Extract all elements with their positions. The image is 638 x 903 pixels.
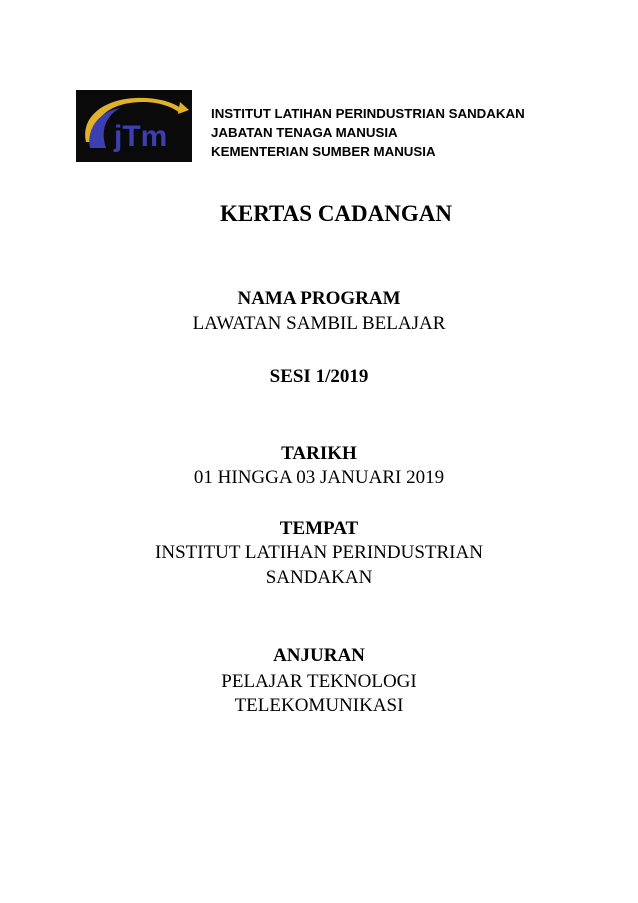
- logo-text: jTm: [114, 120, 168, 153]
- date-value: 01 HINGGA 03 JANUARI 2019: [193, 467, 445, 488]
- program-label: NAMA PROGRAM: [237, 288, 401, 309]
- date-label: TARIKH: [281, 443, 357, 464]
- ministry-name: KEMENTERIAN SUMBER MANUSIA: [211, 144, 436, 159]
- venue-label: TEMPAT: [279, 518, 359, 539]
- institution-header: [211, 104, 525, 161]
- venue-value-line-1: INSTITUT LATIHAN PERINDUSTRIAN: [155, 542, 483, 563]
- jtm-logo: [76, 90, 192, 162]
- program-value: LAWATAN SAMBIL BELAJAR: [192, 313, 446, 334]
- department-name: JABATAN TENAGA MANUSIA: [211, 125, 398, 140]
- institute-name: INSTITUT LATIHAN PERINDUSTRIAN SANDAKAN: [211, 106, 525, 121]
- organizer-value-line-1: PELAJAR TEKNOLOGI: [221, 671, 417, 692]
- organizer-value-line-2: TELEKOMUNIKASI: [234, 695, 404, 716]
- session-label: SESI 1/2019: [269, 366, 369, 387]
- jtm-logo-graphic: [76, 90, 192, 162]
- document-title: KERTAS CADANGAN: [220, 201, 452, 226]
- venue-value-line-2: SANDAKAN: [265, 567, 373, 588]
- organizer-label: ANJURAN: [273, 645, 365, 666]
